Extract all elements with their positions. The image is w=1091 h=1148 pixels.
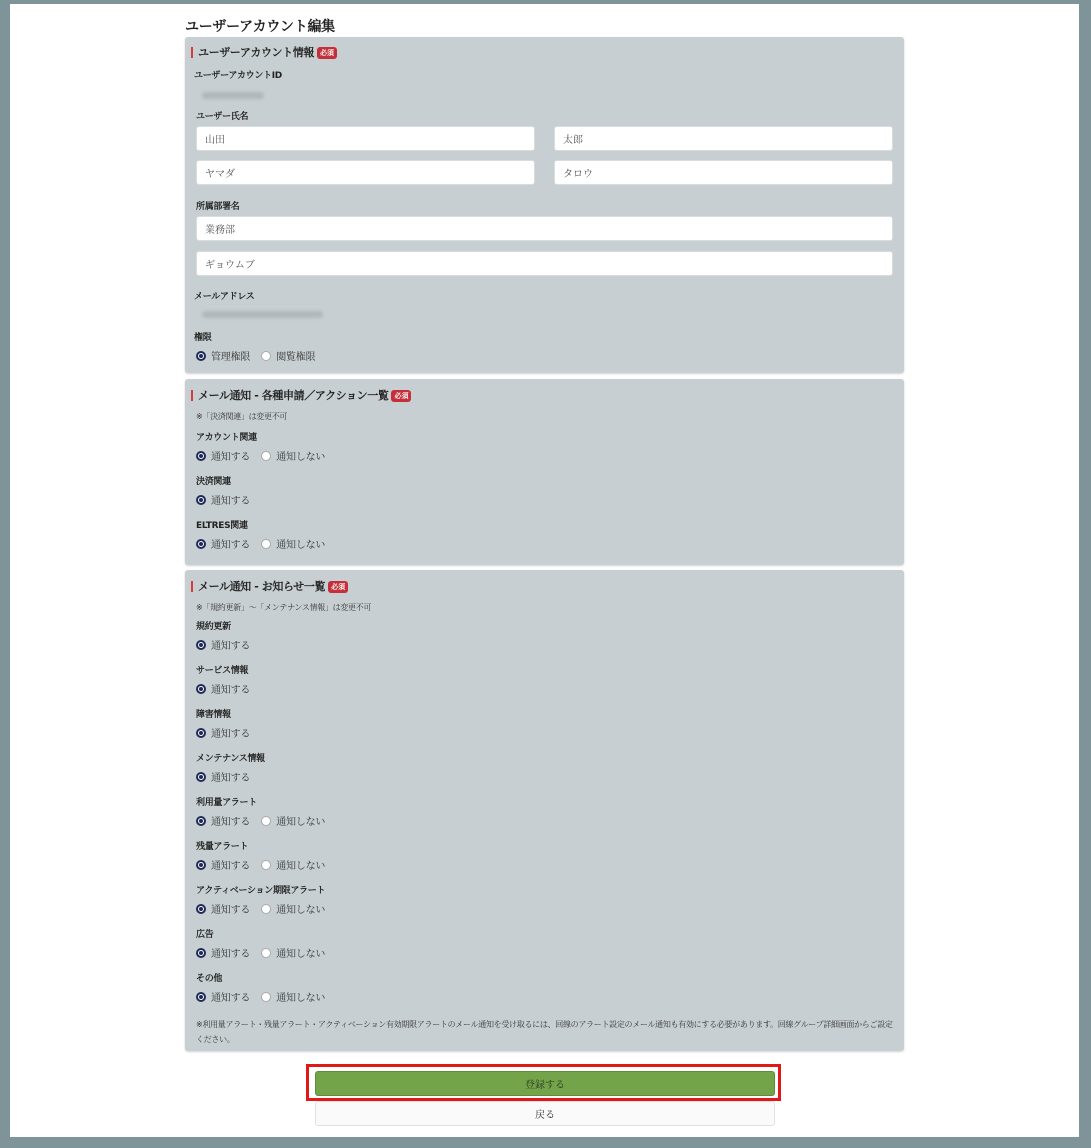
notification-group-label: 障害情報 — [196, 710, 231, 720]
notification-group-label: その他 — [196, 974, 223, 984]
first-name-input[interactable] — [554, 126, 893, 151]
email-value-redacted — [202, 311, 323, 318]
notify-off-option[interactable] — [261, 989, 325, 1004]
radio-unselected-icon[interactable] — [261, 451, 271, 461]
radio-option-label: 通知する — [211, 817, 251, 828]
radio-option-label: 通知する — [211, 452, 251, 463]
radio-option-label: 通知する — [211, 685, 251, 696]
notification-radio-group — [196, 901, 336, 916]
account-id-label: ユーザーアカウントID — [194, 71, 282, 81]
page-title: ユーザーアカウント編集 — [185, 19, 335, 35]
news-section-title-text: メール通知 - お知らせ一覧 — [198, 580, 326, 593]
radio-selected-icon[interactable] — [196, 992, 206, 1002]
notification-group-label: 規約更新 — [196, 622, 231, 632]
notification-group-label: 残量アラート — [196, 842, 249, 852]
notification-radio-group — [196, 536, 336, 551]
account-id-value-redacted — [202, 92, 264, 99]
radio-option-label: 通知する — [211, 949, 251, 960]
notification-radio-group — [196, 813, 336, 828]
news-note: ※「規約更新」～「メンテナンス情報」は変更不可 — [196, 603, 372, 612]
notify-on-option[interactable] — [196, 813, 250, 828]
role-radio-group — [196, 348, 326, 363]
radio-option-label: 通知する — [211, 861, 251, 872]
radio-selected-icon[interactable] — [196, 728, 206, 738]
role-option-admin[interactable] — [196, 348, 250, 363]
radio-selected-icon[interactable] — [196, 451, 206, 461]
role-label: 権限 — [194, 333, 212, 343]
submit-button[interactable]: 登録する — [315, 1071, 775, 1096]
notification-group-label: アカウント関連 — [196, 433, 257, 443]
notify-on-option[interactable] — [196, 989, 250, 1004]
required-badge: 必須 — [328, 581, 348, 593]
notify-on-option[interactable] — [196, 857, 250, 872]
radio-selected-icon[interactable] — [196, 684, 206, 694]
radio-option-label: 通知する — [211, 496, 251, 507]
notify-on-option[interactable] — [196, 945, 250, 960]
radio-option-label: 通知しない — [276, 817, 326, 828]
notify-off-option[interactable] — [261, 536, 325, 551]
radio-selected-icon[interactable] — [196, 495, 206, 505]
notification-radio-group — [196, 637, 261, 652]
alert-footnote: ※利用量アラート・残量アラート・アクティベーション有効期限アラートのメール通知を受け取るには、回線のアラート設定のメール通知も有効にする必要があります。回線グループ詳細画面からご設定ください。 — [196, 1020, 893, 1044]
notification-radio-group — [196, 945, 336, 960]
dept-input[interactable] — [196, 216, 893, 241]
news-section-title — [191, 578, 348, 594]
radio-selected-icon[interactable] — [196, 351, 206, 361]
notify-on-option[interactable] — [196, 492, 250, 507]
radio-option-label: 通知する — [211, 641, 251, 652]
notify-on-option[interactable] — [196, 536, 250, 551]
news-notification-panel — [185, 570, 904, 1051]
back-button[interactable]: 戻る — [315, 1101, 775, 1126]
radio-unselected-icon[interactable] — [261, 948, 271, 958]
radio-option-label: 通知しない — [276, 905, 326, 916]
notification-radio-group — [196, 989, 336, 1004]
notify-on-option[interactable] — [196, 901, 250, 916]
radio-selected-icon[interactable] — [196, 539, 206, 549]
email-label: メールアドレス — [194, 292, 255, 302]
radio-option-label: 通知する — [211, 773, 251, 784]
radio-unselected-icon[interactable] — [261, 992, 271, 1002]
radio-option-label: 通知する — [211, 905, 251, 916]
required-badge: 必須 — [317, 47, 337, 59]
radio-unselected-icon[interactable] — [261, 351, 271, 361]
notify-on-option[interactable] — [196, 681, 250, 696]
notify-off-option[interactable] — [261, 901, 325, 916]
radio-option-label: 通知する — [211, 993, 251, 1004]
role-option-viewer[interactable] — [261, 348, 315, 363]
radio-selected-icon[interactable] — [196, 904, 206, 914]
notification-radio-group — [196, 681, 261, 696]
notify-on-option[interactable] — [196, 637, 250, 652]
action-note: ※「決済関連」は変更不可 — [196, 412, 288, 421]
radio-unselected-icon[interactable] — [261, 539, 271, 549]
notify-on-option[interactable] — [196, 769, 250, 784]
notify-off-option[interactable] — [261, 857, 325, 872]
radio-selected-icon[interactable] — [196, 772, 206, 782]
notify-on-option[interactable] — [196, 448, 250, 463]
first-name-kana-input[interactable] — [554, 160, 893, 185]
account-info-panel — [185, 37, 904, 373]
radio-option-label: 通知しない — [276, 949, 326, 960]
last-name-kana-input[interactable] — [196, 160, 535, 185]
role-option-viewer-label: 閲覧権限 — [276, 352, 316, 363]
notify-off-option[interactable] — [261, 448, 325, 463]
radio-option-label: 通知しない — [276, 861, 326, 872]
notification-group-label: アクティベーション期限アラート — [196, 886, 326, 896]
name-label: ユーザー氏名 — [196, 112, 249, 122]
notify-off-option[interactable] — [261, 945, 325, 960]
notification-radio-group — [196, 492, 261, 507]
notify-off-option[interactable] — [261, 813, 325, 828]
radio-option-label: 通知する — [211, 729, 251, 740]
radio-selected-icon[interactable] — [196, 640, 206, 650]
radio-option-label: 通知しない — [276, 452, 326, 463]
radio-selected-icon[interactable] — [196, 816, 206, 826]
account-section-title-text: ユーザーアカウント情報 — [198, 46, 314, 59]
notification-group-label: ELTRES関連 — [196, 521, 248, 531]
notification-radio-group — [196, 769, 261, 784]
notification-radio-group — [196, 448, 336, 463]
section-marker — [191, 581, 193, 592]
notification-group-label: 決済関連 — [196, 477, 231, 487]
radio-unselected-icon[interactable] — [261, 816, 271, 826]
notification-group-label: 利用量アラート — [196, 798, 257, 808]
last-name-input[interactable] — [196, 126, 535, 151]
radio-unselected-icon[interactable] — [261, 904, 271, 914]
required-badge: 必須 — [391, 390, 411, 402]
radio-option-label: 通知する — [211, 540, 251, 551]
section-marker — [191, 47, 193, 58]
notify-on-option[interactable] — [196, 725, 250, 740]
notification-radio-group — [196, 857, 336, 872]
radio-option-label: 通知しない — [276, 993, 326, 1004]
notification-radio-group — [196, 725, 261, 740]
radio-option-label: 通知しない — [276, 540, 326, 551]
notification-group-label: 広告 — [196, 930, 214, 940]
section-marker — [191, 390, 193, 401]
account-section-title — [191, 44, 337, 60]
dept-label: 所属部署名 — [196, 202, 240, 212]
role-option-admin-label: 管理権限 — [211, 352, 251, 363]
action-section-title-text: メール通知 - 各種申請／アクション一覧 — [198, 389, 389, 402]
dept-kana-input[interactable] — [196, 251, 893, 276]
radio-selected-icon[interactable] — [196, 948, 206, 958]
notification-group-label: メンテナンス情報 — [196, 754, 265, 764]
notification-group-label: サービス情報 — [196, 666, 249, 676]
action-notification-panel — [185, 379, 904, 565]
action-section-title — [191, 387, 411, 403]
radio-selected-icon[interactable] — [196, 860, 206, 870]
radio-unselected-icon[interactable] — [261, 860, 271, 870]
